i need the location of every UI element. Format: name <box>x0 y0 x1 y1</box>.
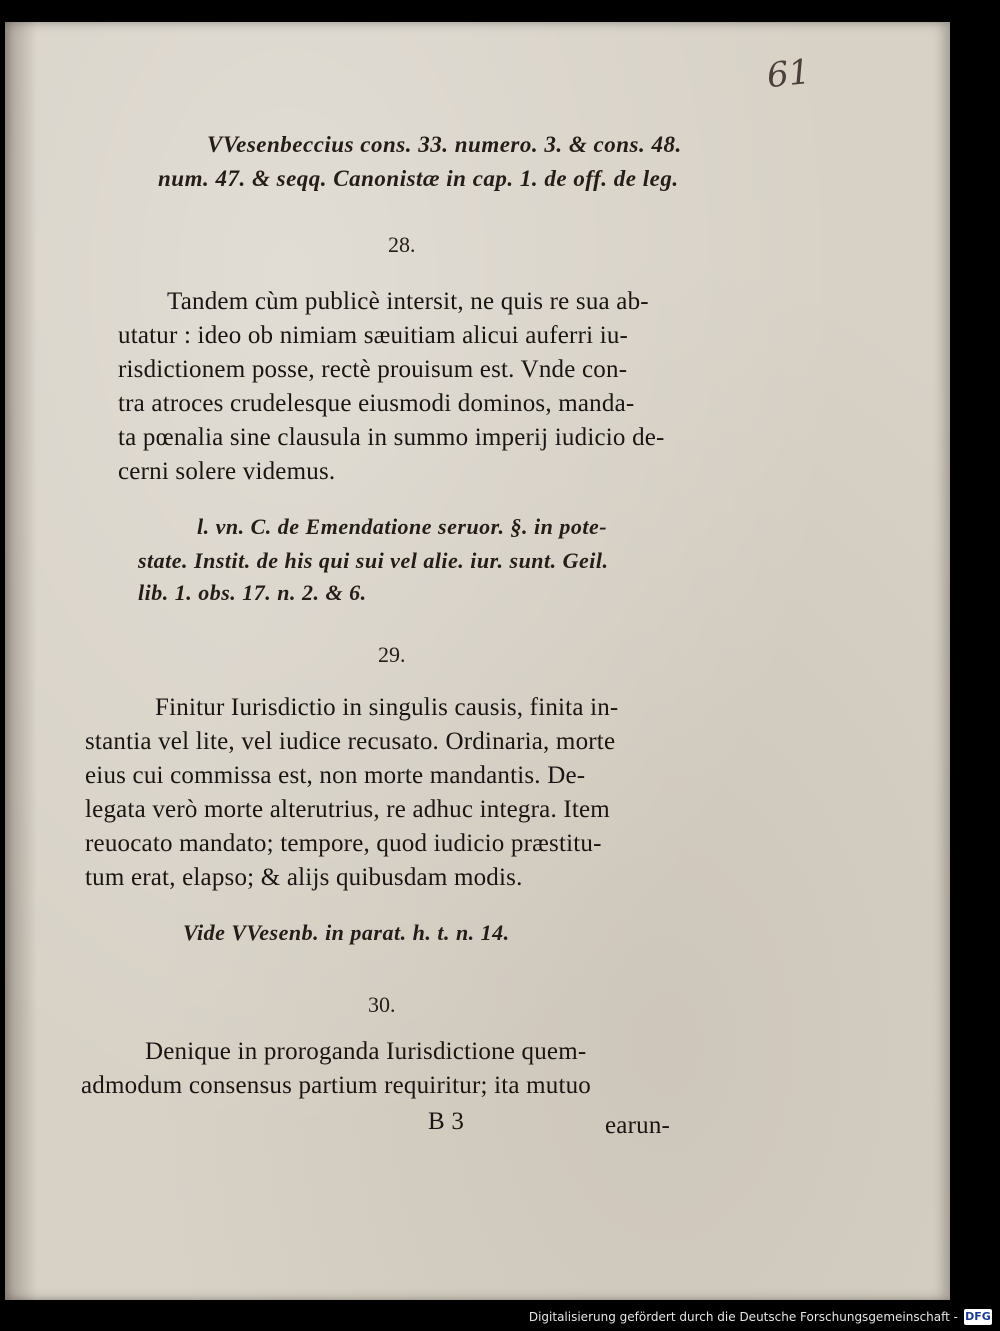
signature-mark: B 3 <box>428 1108 465 1135</box>
paragraph-line: risdictionem posse, rectè prouisum est. Vnde con- <box>118 356 628 383</box>
dfg-logo: DFG <box>965 1310 991 1323</box>
citation-line: lib. 1. obs. 17. n. 2. & 6. <box>138 580 367 605</box>
section-number: 29. <box>378 642 406 667</box>
citation-line: VVesenbeccius cons. 33. numero. 3. & cons. 48. <box>207 132 682 157</box>
footer-credit: Digitalisierung gefördert durch die Deutsche Forschungsgemeinschaft - <box>528 1310 958 1324</box>
paragraph-line: stantia vel lite, vel iudice recusato. Ordinaria, morte <box>85 728 616 755</box>
page-gutter-shadow <box>5 22 37 1300</box>
paragraph-line: cerni solere videmus. <box>118 458 336 485</box>
paragraph-line: Denique in proroganda Iurisdictione quem- <box>145 1038 587 1065</box>
footer-bar <box>0 1306 1000 1331</box>
folio-number: 61 <box>765 51 813 97</box>
paragraph-line: tra atroces crudelesque eiusmodi dominos, manda- <box>118 390 635 417</box>
citation-line: state. Instit. de his qui sui vel alie. iur. sunt. Geil. <box>138 548 609 573</box>
paragraph-line: legata verò morte alterutrius, re adhuc integra. Item <box>85 796 610 823</box>
paragraph-line: ta pœnalia sine clausula in summo imperij iudicio de- <box>118 424 665 451</box>
citation-line: num. 47. & seqq. Canonistæ in cap. 1. de off. de leg. <box>158 166 679 191</box>
catchword: earun- <box>605 1112 671 1139</box>
citation-line: Vide VVesenb. in parat. h. t. n. 14. <box>183 920 510 945</box>
paragraph-line: Finitur Iurisdictio in singulis causis, finita in- <box>155 694 619 721</box>
section-number: 28. <box>388 232 416 257</box>
paragraph-line: reuocato mandato; tempore, quod iudicio præstitu- <box>85 830 602 857</box>
section-number: 30. <box>368 992 396 1017</box>
paragraph-line: admodum consensus partium requiritur; ita mutuo <box>81 1072 592 1099</box>
paragraph-line: eius cui commissa est, non morte mandantis. De- <box>85 762 586 789</box>
scanned-page <box>5 22 950 1300</box>
paragraph-line: utatur : ideo ob nimiam sæuitiam alicui auferri iu- <box>118 322 629 349</box>
citation-line: l. vn. C. de Emendatione seruor. §. in pote- <box>197 514 608 539</box>
paragraph-line: Tandem cùm publicè intersit, ne quis re sua ab- <box>167 288 649 315</box>
paragraph-line: tum erat, elapso; & alijs quibusdam modis. <box>85 864 523 891</box>
